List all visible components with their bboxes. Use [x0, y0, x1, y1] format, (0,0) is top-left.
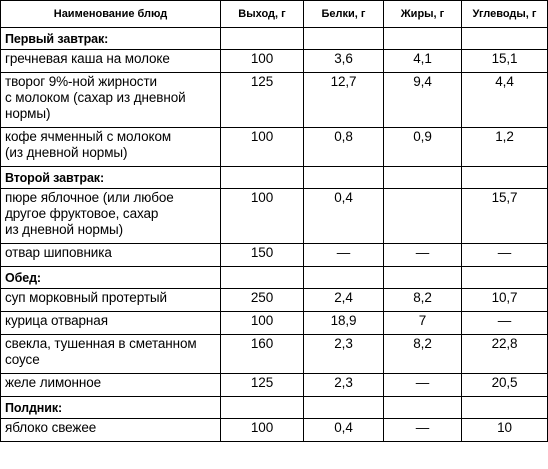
section-empty-cell — [221, 397, 304, 419]
fat-cell: 8,2 — [384, 335, 462, 374]
table-row — [1, 73, 548, 128]
dish-name-cell: кофе ячменный с молоком (из дневной нормы) — [1, 128, 221, 167]
table-row — [1, 244, 548, 267]
section-title: Полдник: — [1, 397, 221, 419]
output-cell: 100 — [221, 128, 304, 167]
table-row — [1, 128, 548, 167]
output-cell: 125 — [221, 374, 304, 397]
protein-cell: — — [304, 244, 384, 267]
fat-cell — [384, 189, 462, 244]
section-empty-cell — [221, 267, 304, 289]
section-header-row — [1, 267, 548, 289]
output-cell: 100 — [221, 189, 304, 244]
section-empty-cell — [384, 397, 462, 419]
table-row — [1, 289, 548, 312]
carbs-cell: 10 — [462, 419, 548, 442]
output-cell: 125 — [221, 73, 304, 128]
table-header-row — [1, 1, 548, 28]
section-title: Второй завтрак: — [1, 167, 221, 189]
header-protein: Белки, г — [304, 1, 384, 28]
table-row — [1, 189, 548, 244]
section-title: Обед: — [1, 267, 221, 289]
section-empty-cell — [462, 28, 548, 50]
table-row — [1, 419, 548, 442]
protein-cell: 0,4 — [304, 419, 384, 442]
carbs-cell: 1,2 — [462, 128, 548, 167]
section-empty-cell — [221, 167, 304, 189]
section-empty-cell — [384, 28, 462, 50]
section-empty-cell — [304, 267, 384, 289]
carbs-cell: 10,7 — [462, 289, 548, 312]
section-empty-cell — [304, 28, 384, 50]
table-row — [1, 374, 548, 397]
table-row — [1, 312, 548, 335]
fat-cell: 9,4 — [384, 73, 462, 128]
fat-cell: 4,1 — [384, 50, 462, 73]
dish-name-cell: отвар шиповника — [1, 244, 221, 267]
carbs-cell: 15,1 — [462, 50, 548, 73]
protein-cell: 18,9 — [304, 312, 384, 335]
protein-cell: 3,6 — [304, 50, 384, 73]
protein-cell: 0,8 — [304, 128, 384, 167]
section-empty-cell — [384, 267, 462, 289]
carbs-cell: 20,5 — [462, 374, 548, 397]
fat-cell: — — [384, 244, 462, 267]
output-cell: 100 — [221, 312, 304, 335]
dish-name-cell: пюре яблочное (или любое другое фруктовое, сахар из дневной нормы) — [1, 189, 221, 244]
output-cell: 250 — [221, 289, 304, 312]
carbs-cell: — — [462, 244, 548, 267]
dish-name-cell: свекла, тушенная в сметанном соусе — [1, 335, 221, 374]
section-empty-cell — [304, 397, 384, 419]
carbs-cell: — — [462, 312, 548, 335]
protein-cell: 12,7 — [304, 73, 384, 128]
output-cell: 150 — [221, 244, 304, 267]
protein-cell: 0,4 — [304, 189, 384, 244]
section-empty-cell — [462, 167, 548, 189]
section-header-row — [1, 28, 548, 50]
dish-name-cell: желе лимонное — [1, 374, 221, 397]
header-fat: Жиры, г — [384, 1, 462, 28]
table-row — [1, 335, 548, 374]
fat-cell: — — [384, 374, 462, 397]
dish-name-cell: творог 9%-ной жирности с молоком (сахар из дневной нормы) — [1, 73, 221, 128]
dish-name-cell: гречневая каша на молоке — [1, 50, 221, 73]
header-dish-name: Наименование блюд — [1, 1, 221, 28]
header-output: Выход, г — [221, 1, 304, 28]
section-empty-cell — [462, 397, 548, 419]
dish-name-cell: курица отварная — [1, 312, 221, 335]
protein-cell: 2,3 — [304, 374, 384, 397]
protein-cell: 2,3 — [304, 335, 384, 374]
table-body — [1, 28, 548, 442]
table-row — [1, 50, 548, 73]
section-header-row — [1, 167, 548, 189]
section-title: Первый завтрак: — [1, 28, 221, 50]
section-empty-cell — [462, 267, 548, 289]
output-cell: 100 — [221, 50, 304, 73]
output-cell: 160 — [221, 335, 304, 374]
fat-cell: — — [384, 419, 462, 442]
fat-cell: 0,9 — [384, 128, 462, 167]
carbs-cell: 15,7 — [462, 189, 548, 244]
header-carbs: Углеводы, г — [462, 1, 548, 28]
fat-cell: 7 — [384, 312, 462, 335]
section-empty-cell — [221, 28, 304, 50]
fat-cell: 8,2 — [384, 289, 462, 312]
dish-name-cell: яблоко свежее — [1, 419, 221, 442]
section-empty-cell — [304, 167, 384, 189]
carbs-cell: 4,4 — [462, 73, 548, 128]
output-cell: 100 — [221, 419, 304, 442]
carbs-cell: 22,8 — [462, 335, 548, 374]
section-header-row — [1, 397, 548, 419]
protein-cell: 2,4 — [304, 289, 384, 312]
dish-name-cell: суп морковный протертый — [1, 289, 221, 312]
section-empty-cell — [384, 167, 462, 189]
